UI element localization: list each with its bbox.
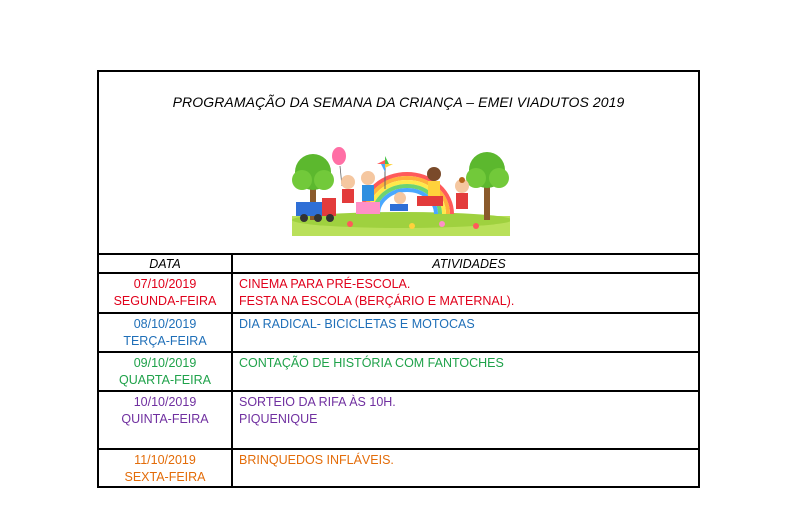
table-row-date [99,452,231,486]
activity-item: FESTA NA ESCOLA (BERÇÁRIO E MATERNAL). [239,294,515,308]
table-row-date [99,276,231,310]
activity-item: PIQUENIQUE [239,412,318,426]
row-date: 07/10/2019 [133,277,197,291]
row-weekday: SEXTA-FEIRA [124,470,206,484]
table-row-activities [239,355,699,372]
table-top-border [99,253,698,255]
row-weekday: QUINTA-FEIRA [121,412,209,426]
row-date: 10/10/2019 [133,395,197,409]
row-date: 09/10/2019 [133,356,197,370]
row-divider [99,312,698,314]
activity-item: BRINQUEDOS INFLÁVEIS. [239,453,394,467]
activity-item: CINEMA PARA PRÉ-ESCOLA. [239,277,411,291]
row-divider [99,448,698,450]
children-playing-illustration [292,144,510,236]
table-row-date [99,355,231,389]
row-weekday: SEGUNDA-FEIRA [113,294,217,308]
table-row-activities [239,394,699,428]
table-row-activities [239,276,699,310]
row-weekday: QUARTA-FEIRA [119,373,211,387]
table-row-activities [239,316,699,333]
row-weekday: TERÇA-FEIRA [123,334,207,348]
row-date: 08/10/2019 [133,317,197,331]
column-divider [231,253,233,486]
date-column-header: DATA [149,257,181,271]
activity-item: CONTAÇÃO DE HISTÓRIA COM FANTOCHES [239,356,504,370]
row-divider [99,390,698,392]
row-divider [99,351,698,353]
row-date: 11/10/2019 [134,453,196,467]
table-row-date [99,394,231,428]
document-title: PROGRAMAÇÃO DA SEMANA DA CRIANÇA – EMEI VIADUTOS 2019 [172,94,625,110]
activity-item: SORTEIO DA RIFA ÀS 10H. [239,395,396,409]
activities-column-header: ATIVIDADES [432,257,506,271]
row-divider [99,272,698,274]
table-row-date [99,316,231,350]
table-row-activities [239,452,699,469]
activity-item: DIA RADICAL- BICICLETAS E MOTOCAS [239,317,475,331]
schedule-document [97,70,700,488]
